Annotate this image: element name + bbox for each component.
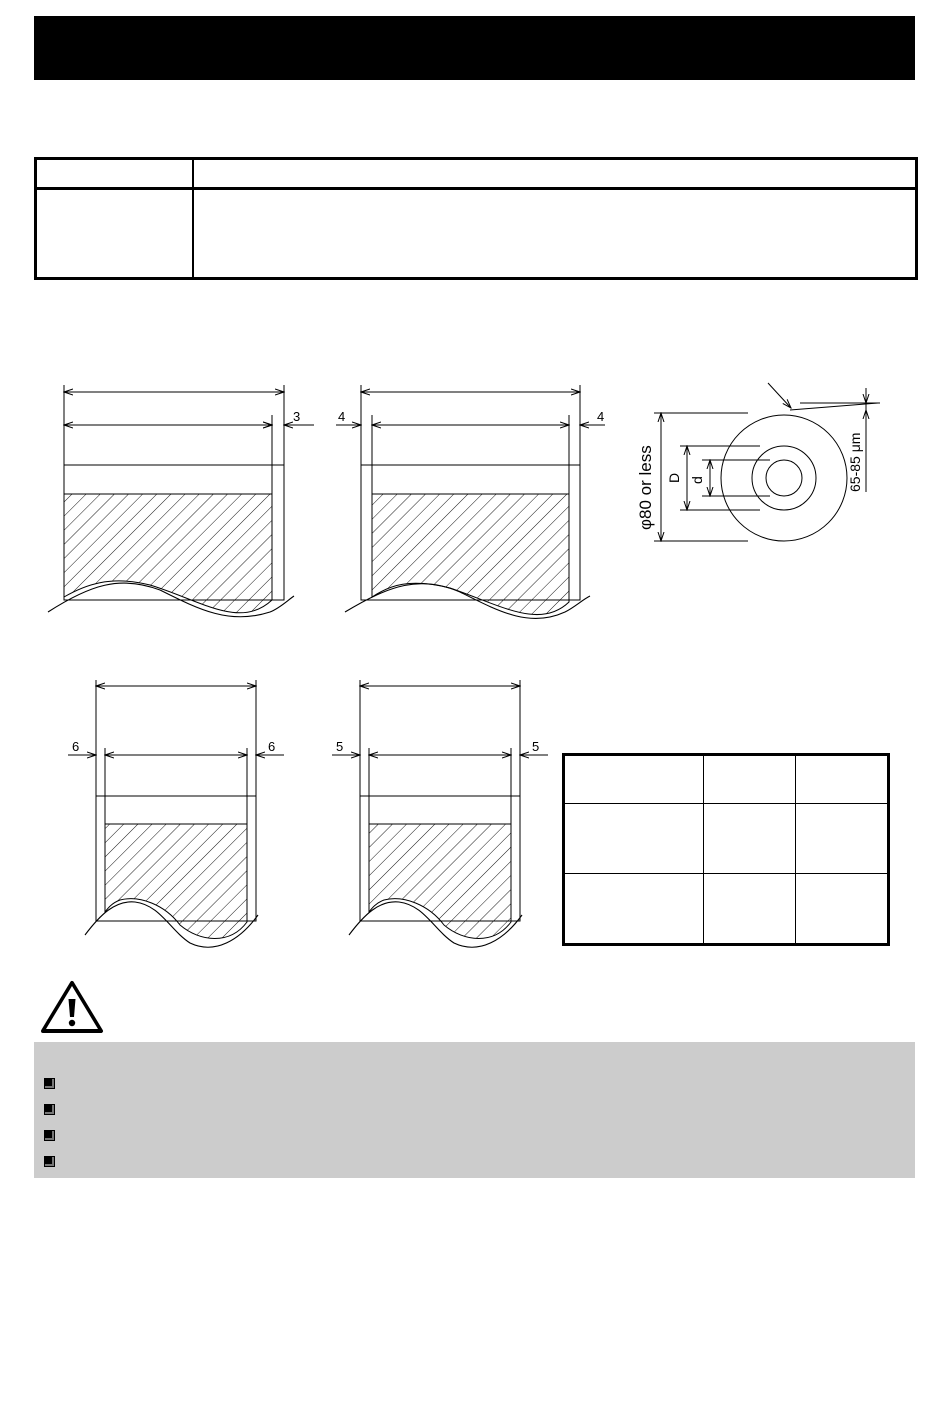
bullet-square-icon (44, 1156, 55, 1167)
bullet-square-icon (44, 1130, 55, 1141)
size-table-column-divider (703, 756, 704, 943)
bullet-square-icon (44, 1104, 55, 1115)
spec-table-column-divider (192, 160, 194, 277)
dimension-label-5-left: 5 (336, 739, 344, 754)
caution-box (34, 1042, 915, 1178)
paper-drawing-2 (336, 385, 605, 619)
size-table-column-divider (795, 756, 796, 943)
paper-thickness-label: 65-85 μm (847, 432, 863, 492)
section-header-bar (34, 16, 915, 80)
bullet-square-icon (44, 1078, 55, 1089)
dimension-label-6-left: 6 (72, 739, 80, 754)
roll-core-outer-label: D (666, 472, 682, 483)
spec-table-header-row (37, 160, 915, 190)
paper-drawing-1 (48, 385, 314, 617)
paper-spec-table (34, 157, 918, 280)
dimension-label-4-left: 4 (338, 409, 346, 424)
roll-core-inner-label: d (689, 476, 705, 484)
paper-drawing-3 (68, 680, 284, 947)
paper-drawing-4 (332, 680, 548, 947)
dimension-label-6-right: 6 (268, 739, 276, 754)
roll-outer-diameter-label: φ80 or less (636, 445, 655, 530)
size-table-row-divider (565, 803, 887, 804)
dimension-label-5-right: 5 (532, 739, 540, 754)
roll-size-table (562, 753, 890, 946)
warning-icon (40, 980, 104, 1034)
size-table-row-divider (565, 873, 887, 874)
dimension-label-3: 3 (293, 409, 301, 424)
dimension-label-4-right: 4 (597, 409, 605, 424)
